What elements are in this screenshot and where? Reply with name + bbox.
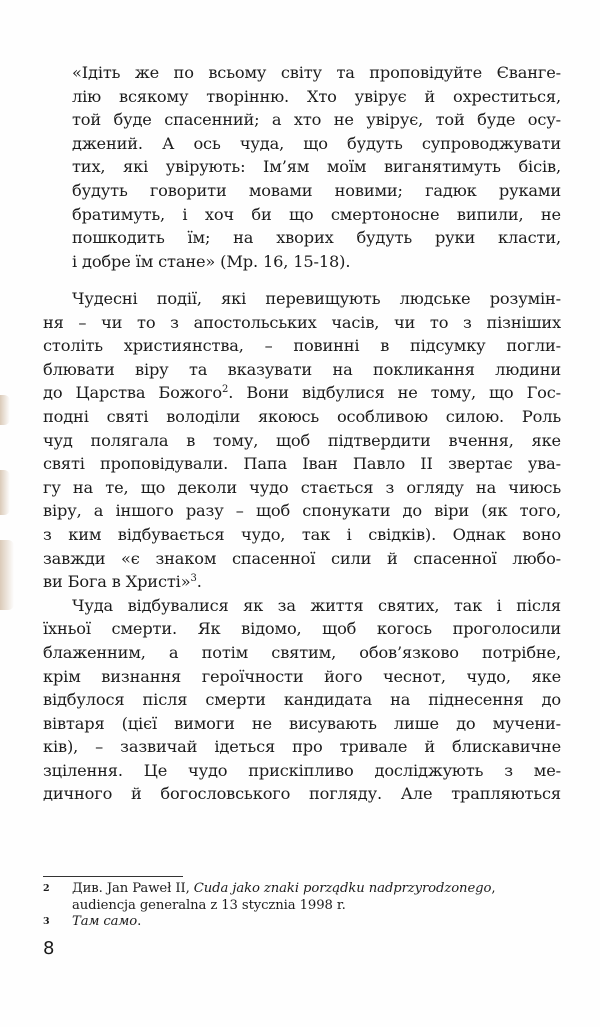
body-line: дичного й богословського погляду. Але трапляються [43, 784, 561, 804]
body-line: їхньої смерти. Як відомо, щоб когось проголосили [43, 619, 561, 639]
body-line: вівтаря (цієї вимоги не висувають лише до мучени- [43, 713, 561, 733]
page-number: 8 [43, 938, 55, 959]
footnote-ref-3[interactable]: 3 [190, 573, 197, 585]
body-line: подні святі володіли якоюсь особливою силою. Роль [43, 406, 561, 426]
body-line: відбулося після смерти кандидата на піднесення до [43, 690, 561, 710]
quote-line: лію всякому творінню. Хто увірує й охреститься, [72, 86, 561, 106]
quote-line: і добре їм стане» (Мр. 16, 15-18). [72, 251, 351, 271]
body-line: з ким відбувається чудо, так і свідків). Однак воно [43, 524, 561, 544]
body-line: Чудесні події, які перевищують людське розумін- [72, 289, 561, 308]
body-line-with-footnote [43, 381, 561, 405]
body-line: блаженним, а потім святим, обов’язково потрібне, [43, 642, 561, 662]
body-line-text: . [196, 572, 202, 592]
footnote-suffix: , [491, 881, 496, 896]
body-line: ня – чи то з апостольських часів, чи то з пізніших [43, 312, 561, 332]
body-line: завжди «є знаком спасенної сили й спасенної любо- [43, 548, 561, 568]
body-line: гу на те, що деколи чудо стається з огляду на чиюсь [43, 477, 561, 497]
scan-edge-artifact [0, 540, 14, 610]
quote-line: пошкодить їм; на хворих будуть руки класти, [72, 228, 561, 248]
footnote-title: Там само [72, 914, 138, 929]
quote-line: «Ідіть же по всьому світу та проповідуйте Єванге- [72, 63, 561, 82]
body-line-text: ви Бога в Христі» [43, 572, 191, 592]
quote-line: будуть говорити мовами новими; гадюк руками [72, 180, 561, 200]
scan-edge-artifact [0, 470, 10, 515]
paragraph-1 [43, 287, 561, 594]
footnote-number: 3 [43, 916, 50, 927]
footnote-number: 2 [43, 883, 50, 894]
paragraph-2 [43, 594, 561, 806]
body-line: блювати віру та вказувати на покликання людини [43, 359, 561, 379]
body-line: Чуда відбувалися як за життя святих, так і після [72, 595, 561, 615]
quote-line: той буде спасенний; а хто не увірує, той буде осу- [72, 110, 561, 130]
footnote-divider [43, 876, 183, 877]
scan-edge-artifact [0, 395, 10, 425]
body-line: віру, а іншого разу – щоб спонукати до віри (як того, [43, 501, 561, 521]
body-line: чуд полягала в тому, щоб підтвердити вчення, яке [43, 430, 561, 450]
body-line-text: . Вони відбулися не тому, що Гос- [228, 383, 561, 403]
body-line: ків), – зазвичай ідеться про тривале й блискавичне [43, 737, 561, 757]
footnote-2 [43, 881, 563, 914]
body-text [43, 287, 561, 806]
body-line: святі проповідували. Папа Іван Павло ІІ звертає ува- [43, 454, 561, 474]
footnote-ref-2[interactable]: 2 [222, 384, 229, 396]
footnote-text [72, 881, 563, 898]
quote-line: джений. А ось чуда, що будуть супроводжувати [72, 133, 561, 153]
footnote-text-line2: audiencja generalna z 13 stycznia 1998 r. [72, 897, 346, 913]
footnote-3 [43, 914, 563, 931]
footnote-prefix: Див. Jan Paweł II, [72, 881, 194, 896]
scripture-quote [72, 61, 561, 273]
body-line: крім визнання героїчности його чеснот, чудо, яке [43, 666, 561, 686]
body-line-text: до Царства Божого [43, 383, 223, 403]
footnote-suffix: . [137, 914, 142, 929]
body-line-with-footnote [43, 570, 561, 594]
body-line: століть християнства, – повинні в підсумку погли- [43, 336, 561, 356]
body-line: зцілення. Це чудо прискіпливо досліджують з ме- [43, 760, 561, 780]
quote-line: тих, які увірують: Ім’ям моїм виганятимуть бісів, [72, 157, 561, 177]
quote-line: братимуть, і хоч би що смертоносне випили, не [72, 204, 561, 224]
footnote-text [72, 914, 563, 931]
footnotes [43, 881, 563, 931]
footnote-title: Cuda jako znaki porządku nadprzyrodzonego [193, 881, 492, 896]
